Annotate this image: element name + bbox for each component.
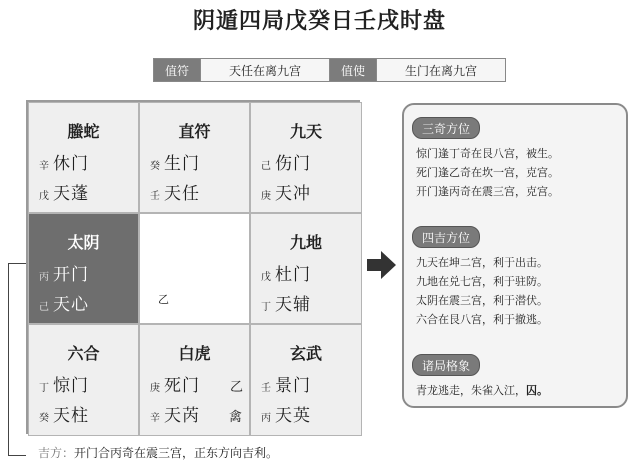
heaven-stem: 己	[261, 161, 271, 172]
heaven-stem: 丙	[39, 272, 49, 283]
deity-name: 太阴	[67, 233, 100, 252]
earth-stem: 丁	[261, 302, 271, 313]
list-item: 青龙逃走，朱雀入江，	[416, 384, 526, 397]
star-name: 天心	[53, 295, 89, 315]
page-title: 阴遁四局戊癸日壬戌时盘	[192, 9, 446, 34]
duty-star-label: 值符	[154, 59, 200, 81]
deity-name: 直符	[178, 122, 211, 141]
star-name: 天蓬	[53, 184, 89, 204]
extra-star: 禽	[228, 410, 243, 425]
note-text: 开门合丙奇在震三宫，正东方向吉利。	[74, 446, 279, 460]
palace-cell-southwest	[250, 102, 362, 213]
palace-cell-west	[250, 213, 362, 324]
palace-cell-east	[28, 213, 139, 324]
heaven-stem: 戊	[261, 272, 271, 283]
nine-palace-grid	[26, 100, 360, 434]
palace-cell-north	[139, 324, 250, 436]
star-name: 天任	[164, 184, 200, 204]
star-name: 天芮	[164, 406, 200, 426]
star-name: 天英	[275, 406, 311, 426]
auspicious-direction-note	[38, 444, 278, 461]
heaven-stem: 癸	[150, 161, 160, 172]
heaven-stem: 辛	[39, 161, 49, 172]
deity-name: 九天	[289, 122, 322, 141]
deity-name: 九地	[289, 233, 322, 252]
palace-cell-northwest	[250, 324, 362, 436]
list-item: 太阴在震三宫，利于潜伏。	[416, 294, 548, 307]
duty-gate-label: 值使	[330, 59, 376, 81]
door-name: 惊门	[53, 376, 89, 396]
duty-star-value: 天任在离九宫	[200, 59, 330, 81]
section-tag-four-auspicious: 四吉方位	[412, 226, 480, 248]
door-name: 景门	[275, 376, 311, 396]
four-auspicious-list	[416, 253, 620, 329]
note-label: 吉方：	[38, 446, 75, 460]
palace-cell-southeast	[28, 102, 139, 213]
earth-stem: 辛	[150, 413, 160, 424]
section-tag-three-wonders: 三奇方位	[412, 117, 480, 139]
deity-name: 螣蛇	[67, 122, 100, 141]
earth-stem: 丙	[261, 413, 271, 424]
three-wonders-list	[416, 144, 620, 201]
heaven-stem: 壬	[261, 383, 271, 394]
duty-gate-value: 生门在离九宫	[376, 59, 505, 81]
star-name: 天辅	[275, 295, 311, 315]
door-name: 开门	[53, 265, 89, 285]
palace-cell-south	[139, 102, 250, 213]
door-name: 伤门	[275, 154, 311, 174]
door-name: 杜门	[275, 265, 311, 285]
right-arrow-icon	[367, 250, 397, 280]
analysis-panel	[402, 103, 628, 408]
list-item: 囚。	[526, 384, 548, 397]
list-item: 九地在兑七宫，利于驻防。	[416, 275, 548, 288]
star-name: 天冲	[275, 184, 311, 204]
heaven-stem: 庚	[150, 383, 160, 394]
door-name: 死门	[164, 376, 200, 396]
heaven-stem: 丁	[39, 383, 49, 394]
palace-cell-northeast	[28, 324, 139, 436]
earth-stem: 壬	[150, 191, 160, 202]
center-stem: 乙	[158, 293, 169, 306]
list-item: 九天在坤二宫，利于出击。	[416, 256, 548, 269]
duty-bar	[153, 58, 506, 82]
section-tag-patterns: 诸局格象	[412, 354, 480, 376]
palace-cell-center	[139, 213, 250, 324]
deity-name: 六合	[67, 344, 100, 363]
door-name: 生门	[164, 154, 200, 174]
list-item: 惊门逢丁奇在艮八宫，被生。	[416, 147, 559, 160]
list-item: 死门逢乙奇在坎一宫，克宫。	[416, 166, 559, 179]
earth-stem: 己	[39, 302, 49, 313]
list-item: 开门逢丙奇在震三宫，克宫。	[416, 185, 559, 198]
earth-stem: 戊	[39, 191, 49, 202]
door-name: 休门	[53, 154, 89, 174]
earth-stem: 癸	[39, 413, 49, 424]
extra-stem: 乙	[229, 380, 243, 395]
star-name: 天柱	[53, 406, 89, 426]
deity-name: 白虎	[178, 344, 211, 363]
earth-stem: 庚	[261, 191, 271, 202]
deity-name: 玄武	[289, 344, 322, 363]
list-item: 六合在艮八宫，利于撤逃。	[416, 313, 548, 326]
patterns-list	[416, 381, 620, 400]
bracket-line	[8, 263, 26, 456]
